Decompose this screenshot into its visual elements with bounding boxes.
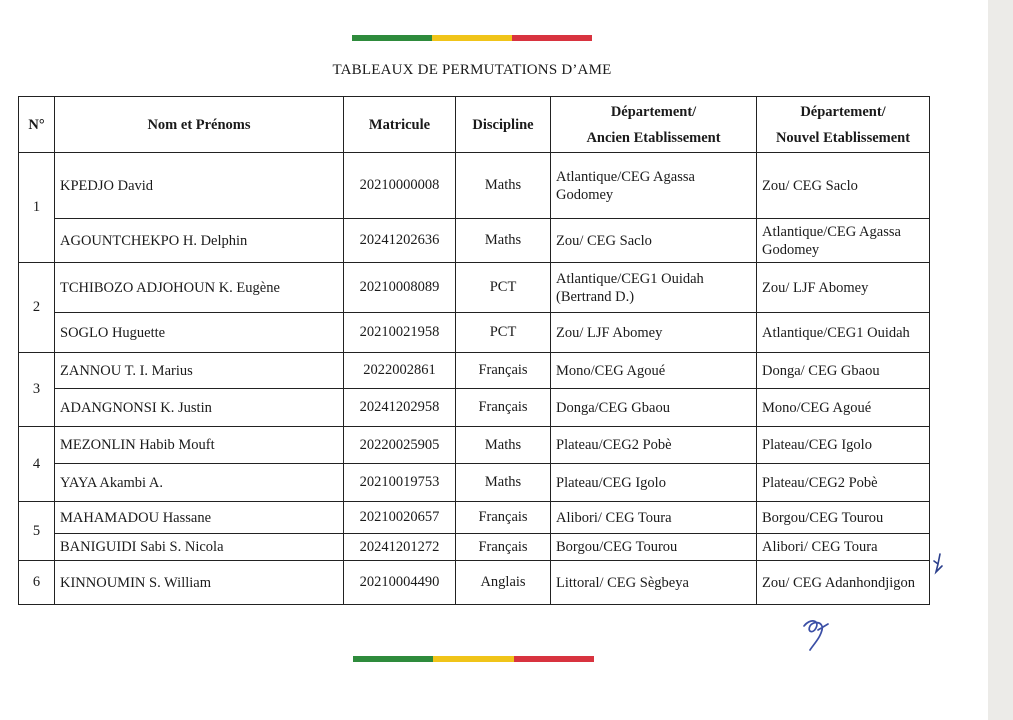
cell-matricule: 20210019753 <box>344 464 456 502</box>
cell-matricule: 2022002861 <box>344 353 456 389</box>
cell-name: TCHIBOZO ADJOHOUN K. Eugène <box>55 263 344 313</box>
cell-name: AGOUNTCHEKPO H. Delphin <box>55 219 344 263</box>
header-number: N° <box>19 97 55 153</box>
cell-discipline: PCT <box>456 263 551 313</box>
document-title: TABLEAUX DE PERMUTATIONS D’AME <box>332 62 612 78</box>
cell-discipline: Maths <box>456 153 551 219</box>
cell-new-establishment: Mono/CEG Agoué <box>757 389 930 427</box>
cell-new-establishment: Atlantique/CEG1 Ouidah <box>757 313 930 353</box>
table-row <box>19 219 930 263</box>
cell-new-establishment: Alibori/ CEG Toura <box>757 534 930 561</box>
cell-new-establishment: Borgou/CEG Tourou <box>757 502 930 534</box>
header-old-line1: Département/ <box>610 103 697 120</box>
cell-old-establishment: Borgou/CEG Tourou <box>551 534 757 561</box>
cell-new-establishment: Donga/ CEG Gbaou <box>757 353 930 389</box>
table-row <box>19 427 930 464</box>
cell-old-establishment: Plateau/CEG2 Pobè <box>551 427 757 464</box>
cell-new-establishment: Zou/ LJF Abomey <box>757 263 930 313</box>
cell-discipline: Français <box>456 353 551 389</box>
cell-name: KPEDJO David <box>55 153 344 219</box>
table-row <box>19 389 930 427</box>
handwritten-initials <box>800 616 834 656</box>
cell-discipline: Français <box>456 502 551 534</box>
cell-matricule: 20241202958 <box>344 389 456 427</box>
cell-name: ZANNOU T. I. Marius <box>55 353 344 389</box>
group-number: 5 <box>19 502 55 561</box>
header-row <box>19 97 930 153</box>
flag-yellow <box>432 35 512 41</box>
group-number: 1 <box>19 153 55 263</box>
table-row <box>19 561 930 605</box>
header-discipline: Discipline <box>456 97 551 153</box>
cell-matricule: 20220025905 <box>344 427 456 464</box>
cell-new-establishment: Zou/ CEG Saclo <box>757 153 930 219</box>
cell-matricule: 20210000008 <box>344 153 456 219</box>
cell-matricule: 20241201272 <box>344 534 456 561</box>
cell-old-establishment: Littoral/ CEG Sègbeya <box>551 561 757 605</box>
cell-new-establishment: Zou/ CEG Adanhondjigon <box>757 561 930 605</box>
cell-discipline: PCT <box>456 313 551 353</box>
cell-discipline: Français <box>456 534 551 561</box>
cell-matricule: 20241202636 <box>344 219 456 263</box>
table-row <box>19 502 930 534</box>
cell-matricule: 20210004490 <box>344 561 456 605</box>
cell-old-establishment: Zou/ CEG Saclo <box>551 219 757 263</box>
permutations-table <box>18 96 930 605</box>
group-number: 2 <box>19 263 55 353</box>
group-number: 6 <box>19 561 55 605</box>
table-row <box>19 263 930 313</box>
cell-name: BANIGUIDI Sabi S. Nicola <box>55 534 344 561</box>
cell-name: MAHAMADOU Hassane <box>55 502 344 534</box>
table-row <box>19 313 930 353</box>
header-matricule: Matricule <box>344 97 456 153</box>
cell-name: KINNOUMIN S. William <box>55 561 344 605</box>
cell-old-establishment: Plateau/CEG Igolo <box>551 464 757 502</box>
group-number: 4 <box>19 427 55 502</box>
flag-yellow <box>433 656 513 662</box>
cell-name: SOGLO Huguette <box>55 313 344 353</box>
cell-discipline: Français <box>456 389 551 427</box>
group-number: 3 <box>19 353 55 427</box>
header-old-line2: Ancien Etablissement <box>586 129 721 146</box>
header-new-line2: Nouvel Etablissement <box>775 129 911 146</box>
cell-old-establishment: Mono/CEG Agoué <box>551 353 757 389</box>
cell-discipline: Maths <box>456 427 551 464</box>
flag-green <box>352 35 432 41</box>
cell-discipline: Anglais <box>456 561 551 605</box>
cell-new-establishment: Plateau/CEG Igolo <box>757 427 930 464</box>
flag-green <box>353 656 433 662</box>
scan-edge <box>988 0 1013 720</box>
table-row <box>19 153 930 219</box>
cell-name: ADANGNONSI K. Justin <box>55 389 344 427</box>
table-row <box>19 534 930 561</box>
cell-new-establishment: Atlantique/CEG Agassa Godomey <box>757 219 930 263</box>
cell-name: YAYA Akambi A. <box>55 464 344 502</box>
flag-stripe-top <box>352 35 592 41</box>
header-old-establishment <box>551 97 757 153</box>
cell-old-establishment: Atlantique/CEG Agassa Godomey <box>551 153 757 219</box>
handwritten-tick-mark <box>931 552 945 576</box>
cell-matricule: 20210021958 <box>344 313 456 353</box>
table-row <box>19 353 930 389</box>
flag-red <box>512 35 592 41</box>
cell-old-establishment: Donga/CEG Gbaou <box>551 389 757 427</box>
cell-old-establishment: Zou/ LJF Abomey <box>551 313 757 353</box>
cell-new-establishment: Plateau/CEG2 Pobè <box>757 464 930 502</box>
flag-red <box>514 656 594 662</box>
flag-stripe-bottom <box>353 656 594 662</box>
header-new-establishment <box>757 97 930 153</box>
header-new-line1: Département/ <box>800 103 886 120</box>
cell-old-establishment: Alibori/ CEG Toura <box>551 502 757 534</box>
table-row <box>19 464 930 502</box>
cell-discipline: Maths <box>456 219 551 263</box>
cell-discipline: Maths <box>456 464 551 502</box>
cell-old-establishment: Atlantique/CEG1 Ouidah (Bertrand D.) <box>551 263 757 313</box>
cell-name: MEZONLIN Habib Mouft <box>55 427 344 464</box>
cell-matricule: 20210008089 <box>344 263 456 313</box>
header-name: Nom et Prénoms <box>55 97 344 153</box>
cell-matricule: 20210020657 <box>344 502 456 534</box>
